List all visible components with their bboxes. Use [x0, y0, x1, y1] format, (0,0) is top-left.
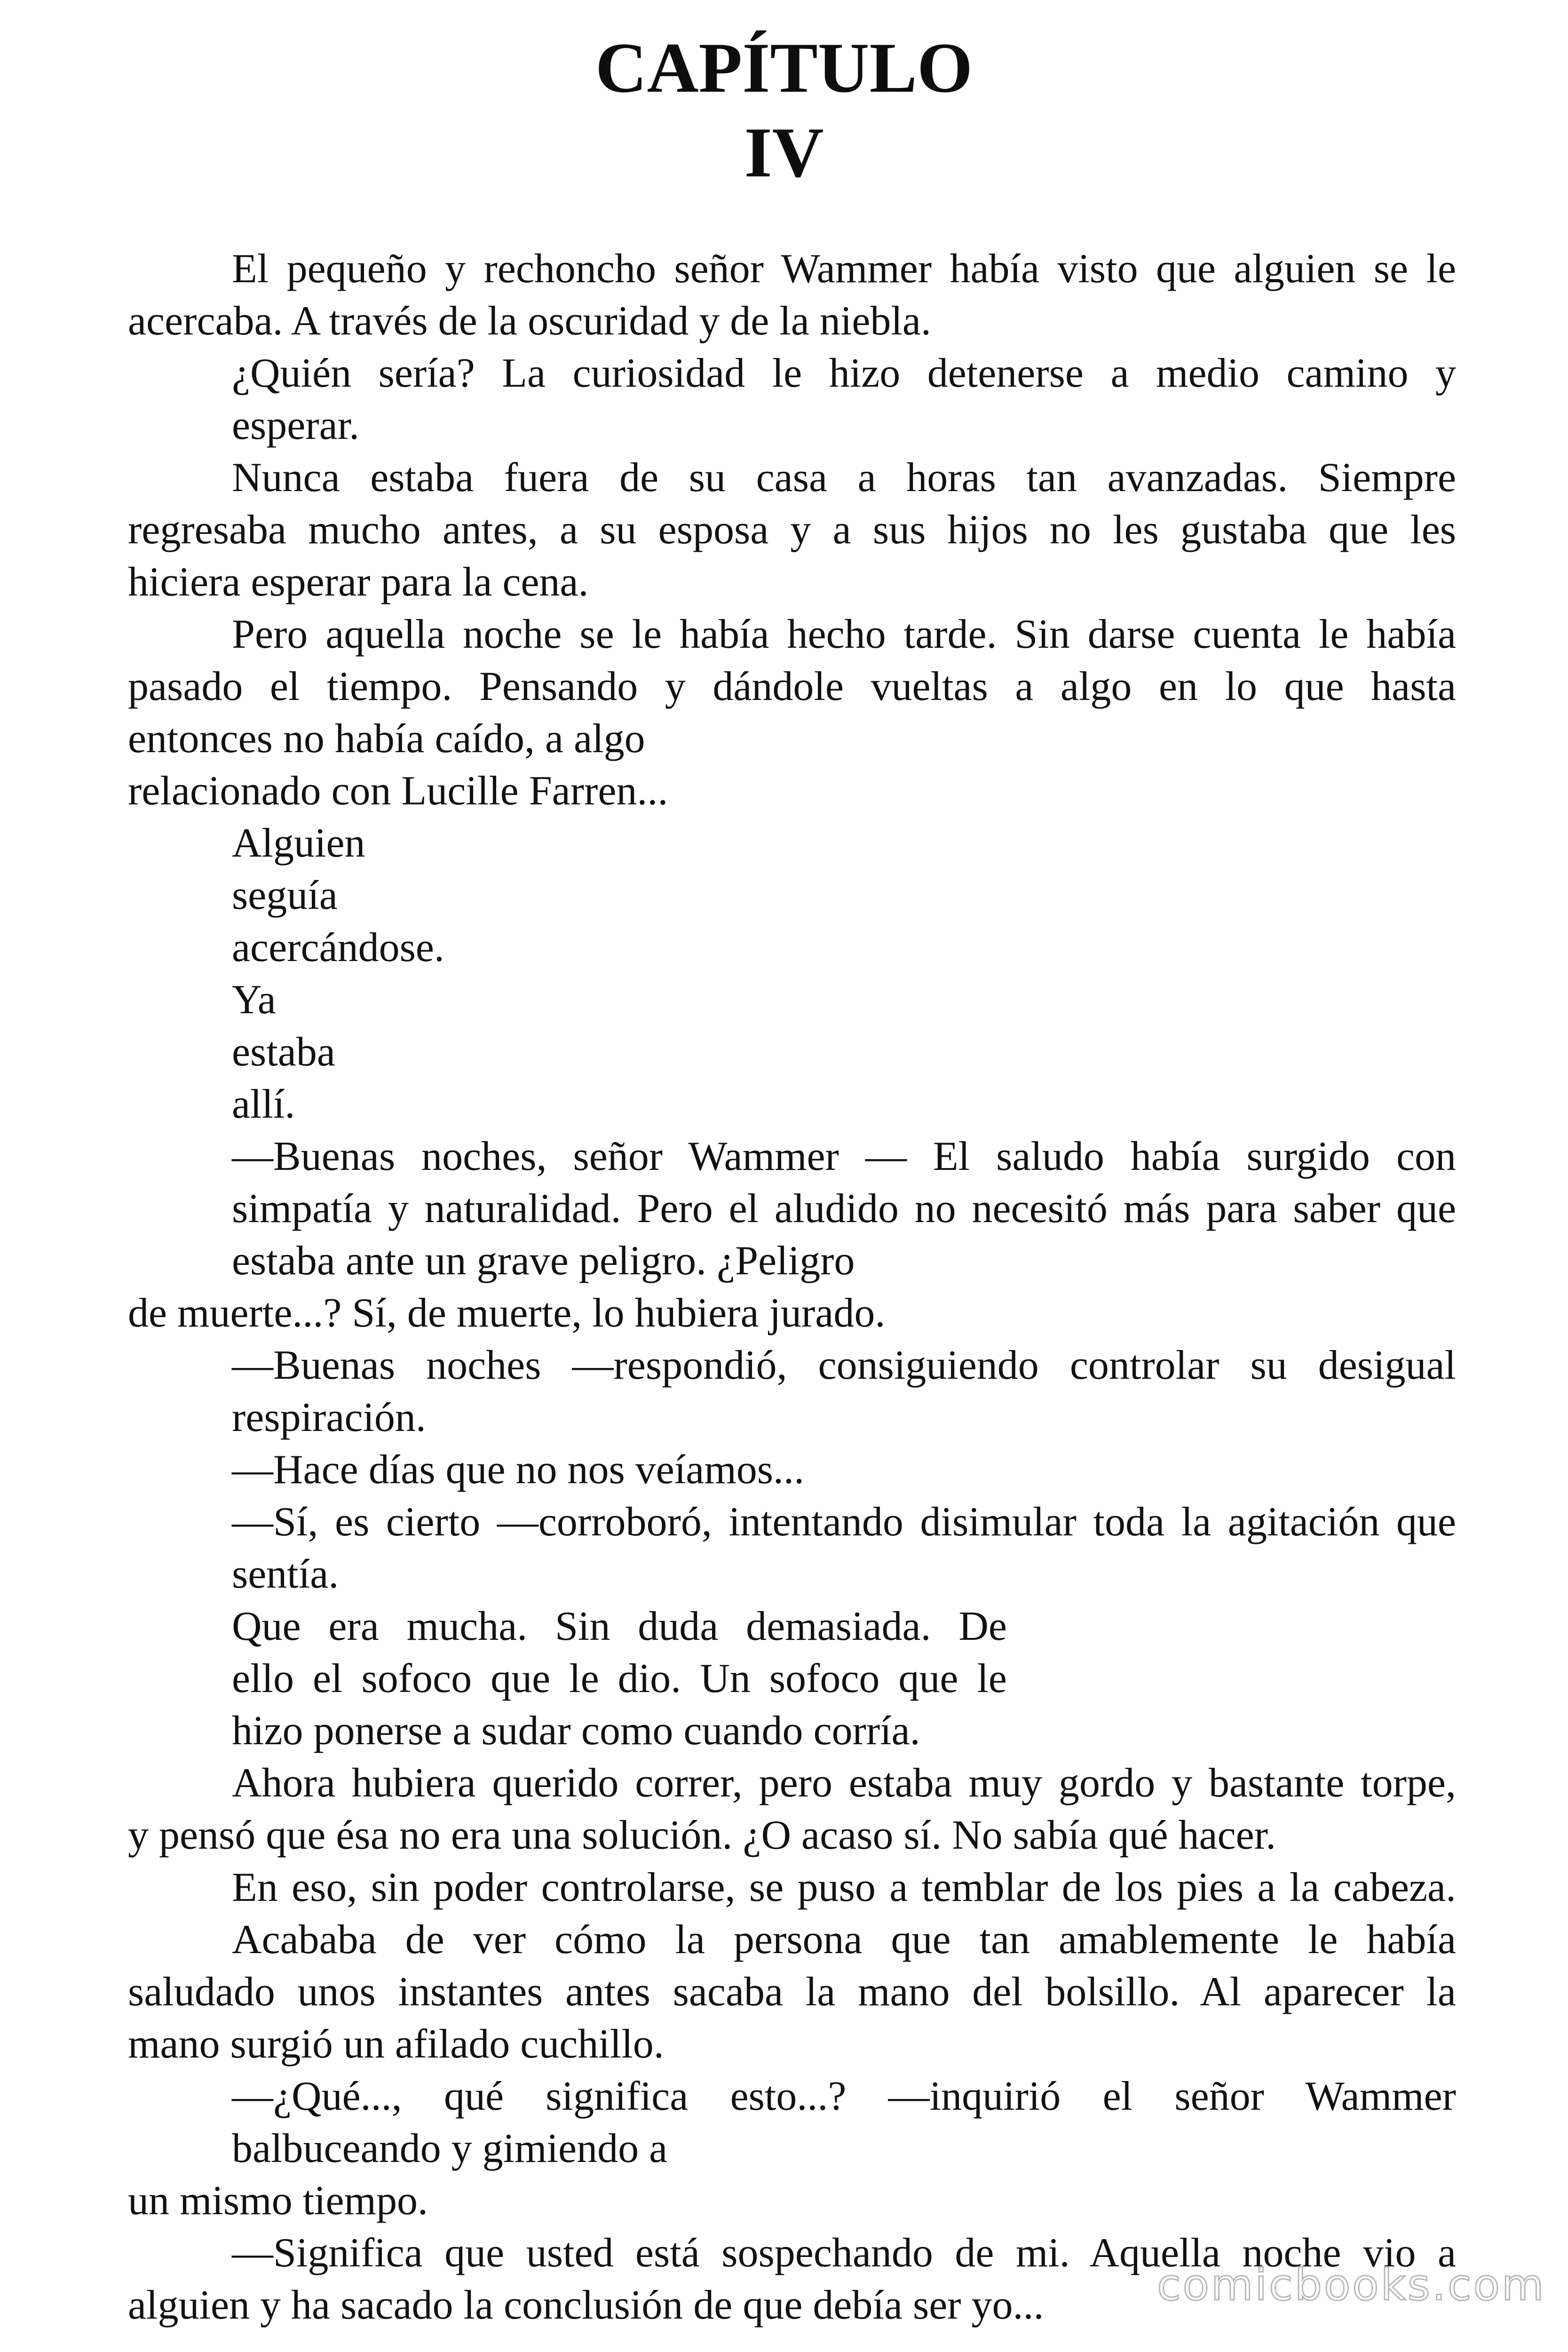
- text-line: En eso, sin poder controlarse, se puso a temblar de los pies a la cabeza.: [232, 1865, 1456, 1910]
- text-line: ¿Quién sería? La curiosidad le hizo detenerse a medio camino y: [232, 350, 1456, 396]
- text-line: —Hace días que no nos veíamos...: [232, 1447, 805, 1493]
- text-line: Nunca estaba fuera de su casa a horas tan avanzadas. Siempre: [232, 455, 1456, 501]
- chapter-title: CAPÍTULO: [595, 28, 973, 107]
- text-line: allí.: [232, 1081, 295, 1127]
- text-line: pasado el tiempo. Pensando y dándole vueltas a algo en lo que hasta: [128, 664, 1456, 709]
- text-line: de muerte...? Sí, de muerte, lo hubiera jurado.: [128, 1290, 886, 1336]
- text-line: esperar.: [232, 403, 360, 448]
- text-line: balbuceando y gimiendo a: [232, 2126, 668, 2171]
- text-line: estaba ante un grave peligro. ¿Peligro: [232, 1238, 855, 1284]
- text-line: y pensó que ésa no era una solución. ¿O acaso sí. No sabía qué hacer.: [128, 1812, 1276, 1858]
- text-line: entonces no había caído, a algo: [128, 716, 645, 762]
- text-line: —Significa que usted está sospechando de mi. Aquella noche vio a: [232, 2230, 1456, 2276]
- text-line: El pequeño y rechoncho señor Wammer había visto que alguien se le: [232, 246, 1456, 292]
- text-line: acercándose.: [232, 925, 444, 970]
- text-line: Acababa de ver cómo la persona que tan amablemente le había: [232, 1917, 1456, 1963]
- text-line: —¿Qué..., qué significa esto...? —inquirió el señor Wammer: [232, 2074, 1456, 2119]
- text-line: Alguien: [232, 820, 365, 866]
- text-line: —Sí, es cierto —corroboró, intentando disimular toda la agitación que: [232, 1499, 1456, 1545]
- text-line: —Buenas noches —respondió, consiguiendo controlar su desigual: [232, 1343, 1456, 1388]
- text-line: estaba: [232, 1029, 335, 1075]
- text-line: simpatía y naturalidad. Pero el aludido no necesitó más para saber que: [232, 1186, 1456, 1232]
- text-line: mano surgió un afilado cuchillo.: [128, 2021, 664, 2067]
- text-line: seguía: [232, 873, 338, 918]
- watermark: comicbooks.com: [1157, 2260, 1546, 2310]
- chapter-number: IV: [744, 113, 824, 192]
- text-line: saludado unos instantes antes sacaba la mano del bolsillo. Al aparecer la: [128, 1969, 1456, 2015]
- text-line: —Buenas noches, señor Wammer — El saludo había surgido con: [232, 1134, 1456, 1179]
- text-line: sentía.: [232, 1551, 339, 1597]
- text-line: respiración.: [232, 1395, 426, 1440]
- text-line: regresaba mucho antes, a su esposa y a sus hijos no les gustaba que les: [128, 507, 1456, 553]
- text-line: ello el sofoco que le dio. Un sofoco que le: [232, 1656, 1007, 1701]
- text-line: acercaba. A través de la oscuridad y de la niebla.: [128, 298, 931, 344]
- text-line: un mismo tiempo.: [128, 2178, 428, 2224]
- text-line: Ahora hubiera querido correr, pero estaba muy gordo y bastante torpe,: [232, 1760, 1456, 1806]
- text-line: Ya: [232, 977, 276, 1023]
- text-line: relacionado con Lucille Farren...: [128, 768, 668, 814]
- text-line: hiciera esperar para la cena.: [128, 559, 589, 605]
- text-line: alguien y ha sacado la conclusión de que debía ser yo...: [128, 2282, 1044, 2328]
- text-line: hizo ponerse a sudar como cuando corría.: [232, 1708, 920, 1754]
- text-line: Pero aquella noche se le había hecho tarde. Sin darse cuenta le había: [232, 612, 1456, 657]
- text-line: Que era mucha. Sin duda demasiada. De: [232, 1604, 1007, 1649]
